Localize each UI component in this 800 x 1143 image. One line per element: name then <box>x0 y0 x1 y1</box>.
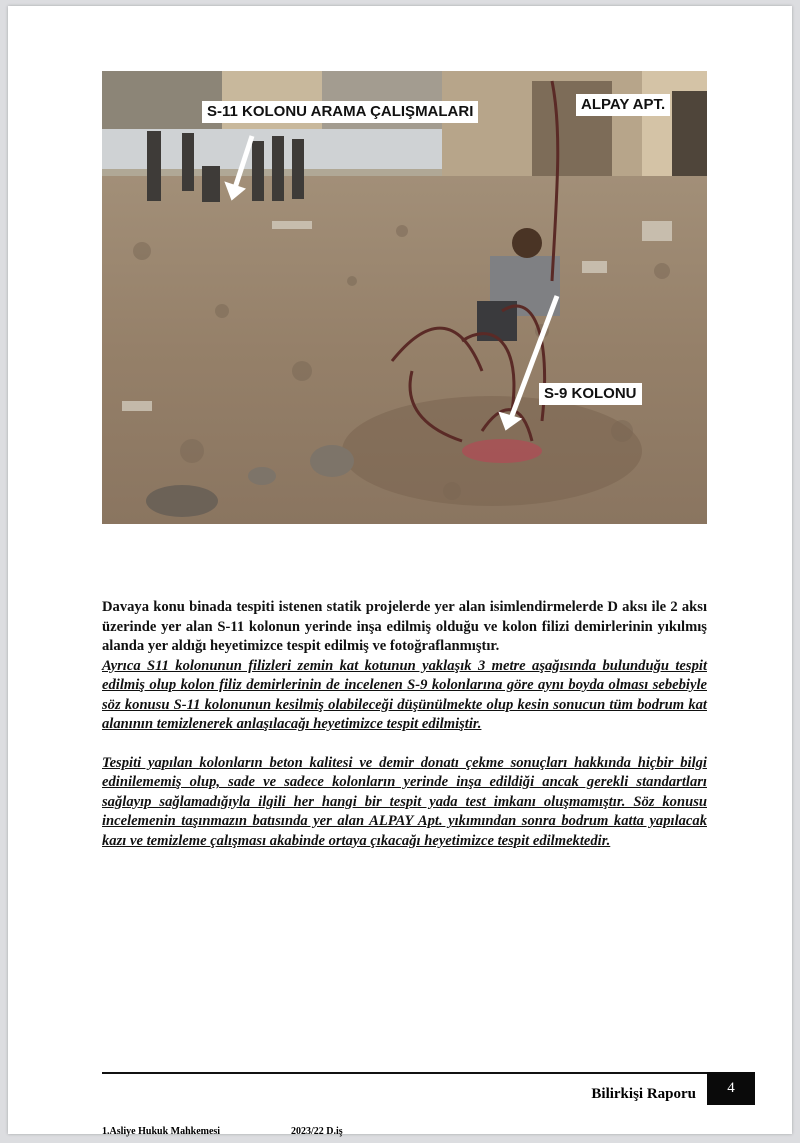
report-body <box>102 598 707 851</box>
paragraph-quality: Tespiti yapılan kolonların beton kalitesi ve demir donatı çekme sonuçları hakkında hiçbir bilgi edinilememiş olup, sade ve sadece kolonların yerinde inşa edildiği ancak gerekli standartları sağlayıp sağlamadığıyla ilgili her hangi bir tespit yada test imkanı oluşmamıştır. Söz konusu incelemenin taşınmazın batısında yer alan ALPAY Apt. yıkımından sonra bodrum katta yapılacak kazı ve temizleme çalışması akabinde ortaya çıkacağı heyetimizce tespit edilmektedir. <box>102 754 707 849</box>
alpay-apt-label: ALPAY APT. <box>576 94 670 116</box>
document-page <box>8 6 792 1137</box>
case-number: 2023/22 D.iş <box>291 1126 343 1137</box>
court-name: 1.Asliye Hukuk Mahkemesi <box>102 1126 221 1137</box>
page-number: 4 <box>707 1072 755 1105</box>
site-photo <box>102 71 707 524</box>
footer-divider <box>102 1072 754 1074</box>
paragraph-s11-filiz: Ayrıca S11 kolonunun filizleri zemin kat kotunun yaklaşık 3 metre aşağısında bulunduğu tespit edilmiş olup kolon filiz demirlerinin de incelenen S-9 kolonlarına göre aynı boyda olması sebebiyle söz konusu S-11 kolonunun kesilmiş olabileceği düşünülmekte olup kesin sonucun tüm bodrum kat alanının temizlenerek anlaşılacağı heyetimizce tespit edilmiştir. <box>102 657 707 732</box>
site-photo-drawing <box>102 71 707 524</box>
s9-column-label: S-9 KOLONU <box>539 383 642 405</box>
s11-column-label: S-11 KOLONU ARAMA ÇALIŞMALARI <box>202 101 478 123</box>
paragraph-findings: Davaya konu binada tespiti istenen statik projelerde yer alan isimlendirmelerde D aksı ile 2 aksı üzerinde yer alan S-11 kolonun yerinde inşa edilmiş olduğu ve kolon filizi demirlerinin yıkılmış alanda yer aldığı heyetimizce tespit edilmiş ve fotoğraflanmıştır. <box>102 599 707 654</box>
report-title: Bilirkişi Raporu <box>591 1086 696 1102</box>
